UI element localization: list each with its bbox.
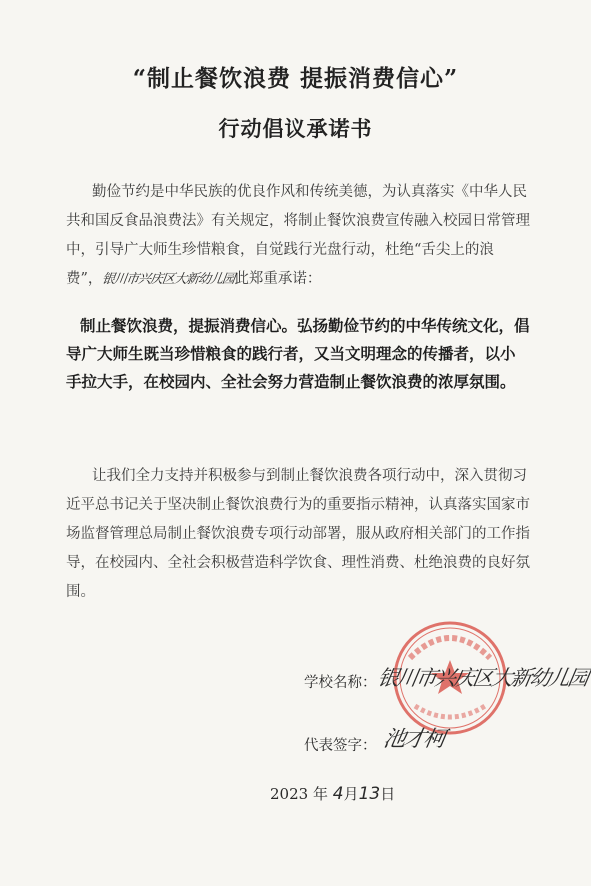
date-year: 2023 <box>270 785 309 803</box>
date-month-suffix: 月 <box>343 785 359 803</box>
date-day: 13 <box>358 784 381 804</box>
document-subtitle: 行动倡议承诺书 <box>218 116 373 141</box>
handwritten-school-name: 银川市兴庆区大新幼儿园 <box>101 272 236 287</box>
paragraph-call-to-action <box>66 462 532 607</box>
representative-signature: 池才柯 <box>381 727 446 752</box>
paragraph-pledge <box>66 312 530 396</box>
paragraph-pledge-text: 制止餐饮浪费，提振消费信心。弘扬勤俭节约的中华传统文化，倡导广大师生既当珍惜粮食的践行者，又当文明理念的传播者，以小手拉大手，在校园内、全社会努力营造制止餐饮浪费的浓厚氛围。 <box>66 317 530 391</box>
document-title: “制止餐饮浪费 提振消费信心” <box>132 65 459 92</box>
paragraph-call-to-action-text: 让我们全力支持并积极参与到制止餐饮浪费各项行动中，深入贯彻习近平总书记关于坚决制止餐饮浪费行为的重要指示精神，认真落实国家市场监督管理总局制止餐饮浪费专项行动部署，服从政府相关部门的工作指导，在校园内、全社会积极营造科学饮食、理性消费、杜绝浪费的良好氛围。 <box>66 468 530 600</box>
paragraph-intro-text: 勤俭节约是中华民族的优良作风和传统美德，为认真落实《中华人民共和国反食品浪费法》有关规定，将制止餐饮浪费宣传融入校园日常管理中，引导广大师生珍惜粮食，自觉践行光盘行动，杜绝“舌尖上的浪费”， <box>66 184 530 287</box>
date-day-suffix: 日 <box>380 785 396 803</box>
school-name-signature: 银川市兴庆区大新幼儿园 <box>375 666 589 690</box>
representative-signature-label: 代表签字： <box>304 738 377 754</box>
date-year-suffix: 年 <box>312 785 328 803</box>
signing-date <box>270 783 395 804</box>
paragraph-intro-ending: 此郑重承诺： <box>234 271 322 287</box>
paragraph-intro <box>66 178 530 294</box>
school-name-label: 学校名称： <box>304 675 377 691</box>
date-month: 4 <box>332 784 344 804</box>
